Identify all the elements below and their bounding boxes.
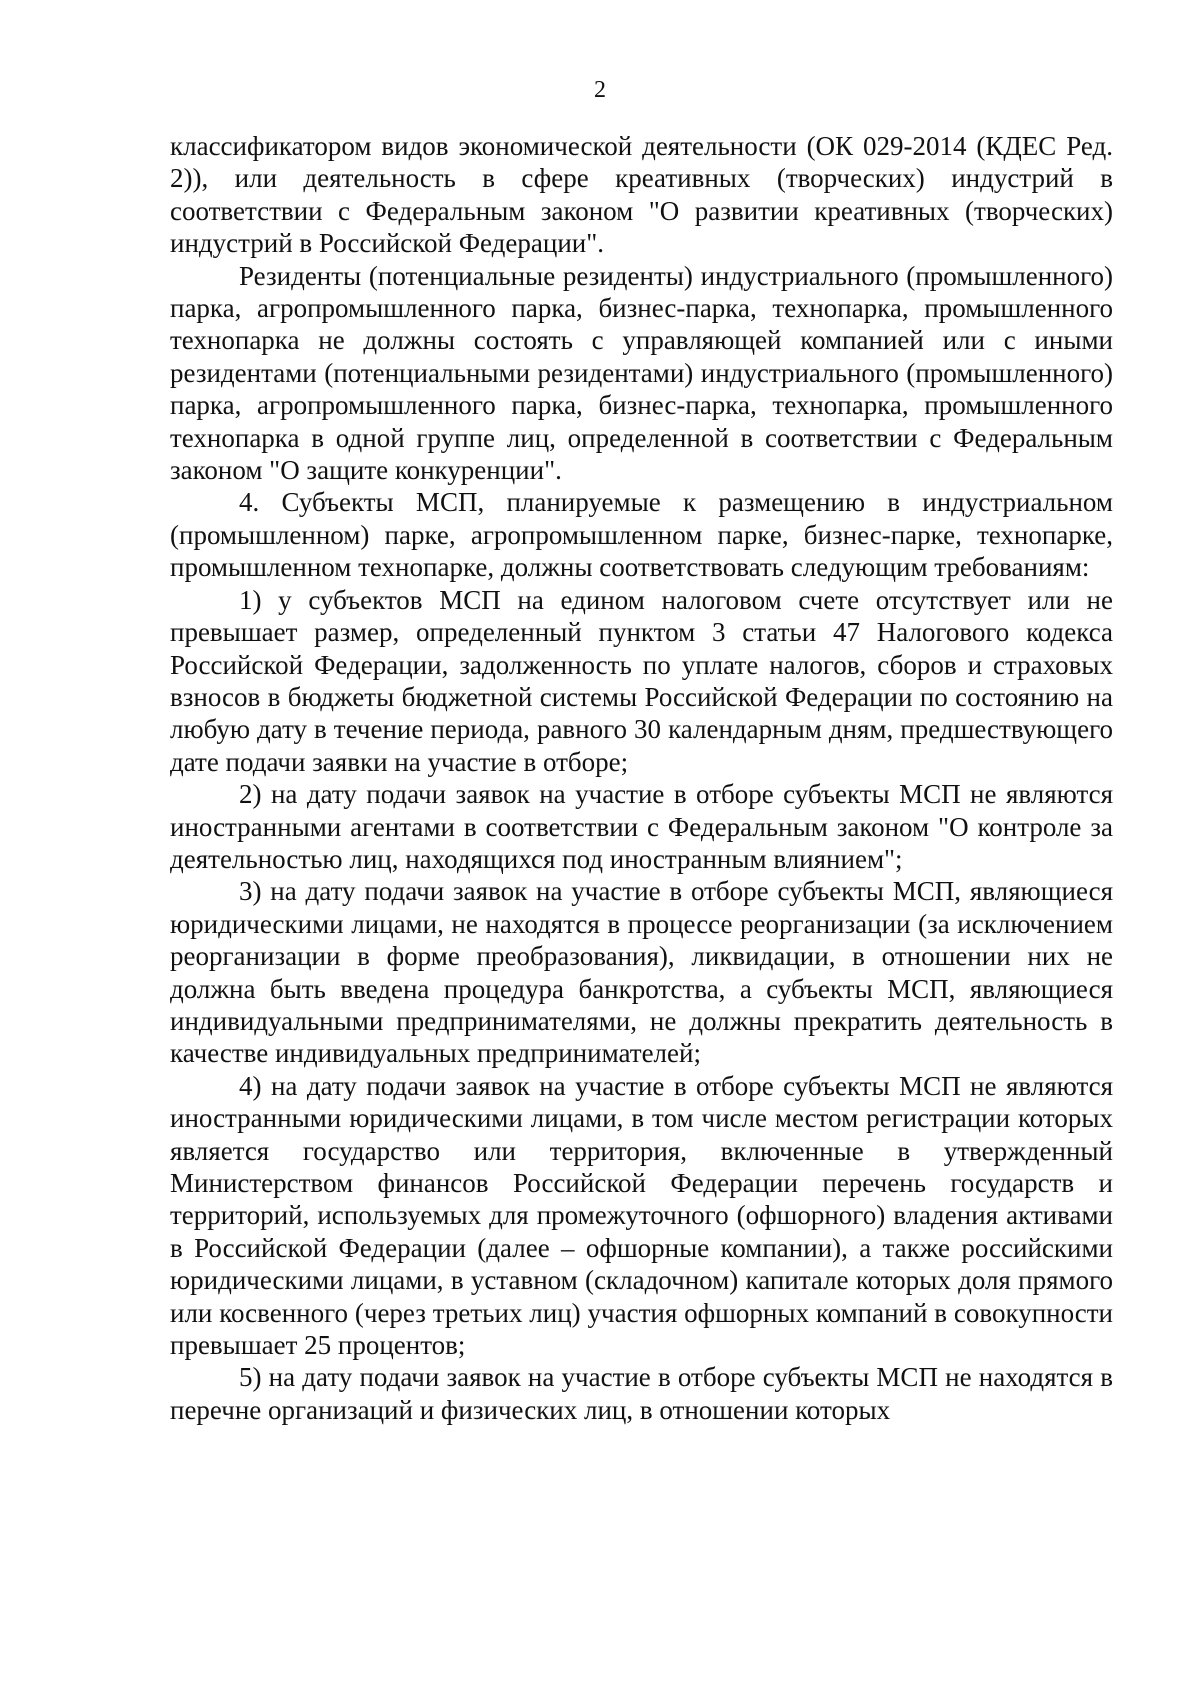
paragraph-item-4-requirements: 4. Субъекты МСП, планируемые к размещению в индустриальном (промышленном) парке, агропромышленном парке, бизнес-парке, технопарке, промышленном технопарке, должны соответствовать следующим требованиям: — [170, 487, 1113, 583]
paragraph-subitem-4-offshore: 4) на дату подачи заявок на участие в отборе субъекты МСП не являются иностранными юридическими лицами, в том числе местом регистрации которых является государство или территория, включенные в утвержденный Министерством финансов Российской Федерации перечень государств и территорий, используемых для промежуточного (офшорного) владения активами в Российской Федерации (далее – офшорные компании), а также российскими юридическими лицами, в уставном (складочном) капитале которых доля прямого или косвенного (через третьих лиц) участия офшорных компаний в совокупности превышает 25 процентов; — [170, 1070, 1113, 1361]
paragraph-subitem-2-foreign-agents: 2) на дату подачи заявок на участие в отборе субъекты МСП не являются иностранными агентами в соответствии с Федеральным законом "О контроле за деятельностью лиц, находящихся под иностранным влиянием"; — [170, 779, 1113, 874]
paragraph-subitem-1-tax-debt: 1) у субъектов МСП на едином налоговом счете отсутствует или не превышает размер, определенный пунктом 3 статьи 47 Налогового кодекса Российской Федерации, задолженность по уплате налогов, сборов и страховых взносов в бюджеты бюджетной системы Российской Федерации по состоянию на любую дату в течение периода, равного 30 календарным дням, предшествующего дате подачи заявки на участие в отборе; — [170, 584, 1113, 777]
document-body — [170, 130, 1113, 1426]
page-number: 2 — [594, 77, 606, 103]
paragraph-subitem-5-list: 5) на дату подачи заявок на участие в отборе субъекты МСП не находятся в перечне организаций и физических лиц, в отношении которых — [170, 1362, 1113, 1425]
paragraph-classifier-continuation: классификатором видов экономической деятельности (ОК 029-2014 (КДЕС Ред. 2)), или деятельность в сфере креативных (творческих) индустрий в соответствии с Федеральным законом "О развитии креативных (творческих) индустрий в Российской Федерации". — [170, 131, 1113, 259]
paragraph-subitem-3-reorganization: 3) на дату подачи заявок на участие в отборе субъекты МСП, являющиеся юридическими лицами, не находятся в процессе реорганизации (за исключением реорганизации в форме преобразования), ликвидации, в отношении них не должна быть введена процедура банкротства, а субъекты МСП, являющиеся индивидуальными предпринимателями, не должны прекратить деятельность в качестве индивидуальных предпринимателей; — [170, 876, 1113, 1069]
paragraph-residents-group: Резиденты (потенциальные резиденты) индустриального (промышленного) парка, агропромышленного парка, бизнес-парка, технопарка, промышленного технопарка не должны состоять с управляющей компанией или с иными резидентами (потенциальными резидентами) индустриального (промышленного) парка, агропромышленного парка, бизнес-парка, технопарка, промышленного технопарка в одной группе лиц, определенной в соответствии с Федеральным законом "О защите конкуренции". — [170, 260, 1113, 486]
